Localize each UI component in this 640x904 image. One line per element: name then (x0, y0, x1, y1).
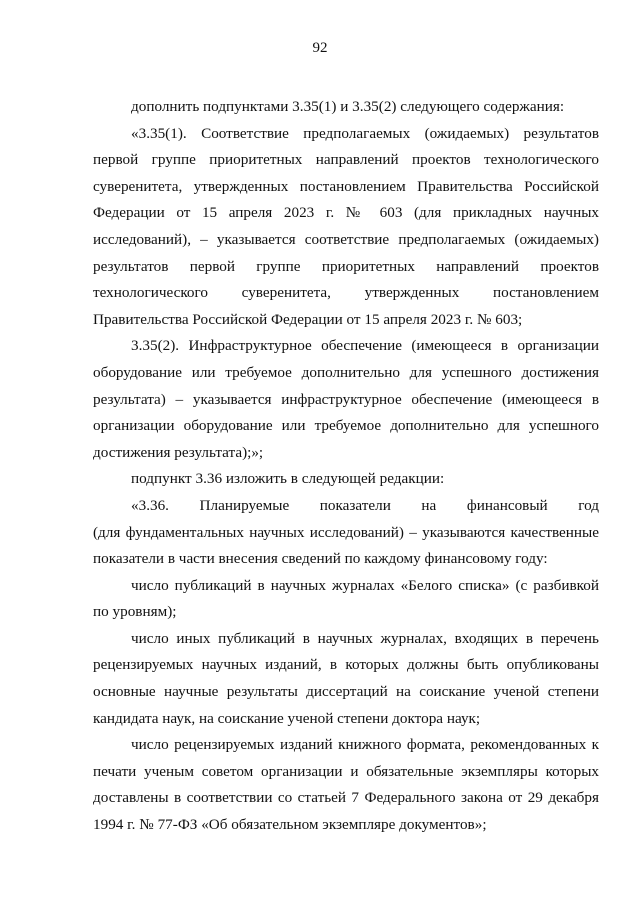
paragraph-3-36-continuation: (для фундаментальных научных исследований) – указываются качественные показатели в части внесения сведений по каждому финансовому году: (93, 523, 599, 568)
paragraph-white-list-publications: число публикаций в научных журналах «Белого списка» (с разбивкой по уровням); (93, 576, 599, 621)
paragraph-subitem-3-36-intro: подпункт 3.36 изложить в следующей редакции: (131, 470, 445, 488)
paragraph-3-35-1: «3.35(1). Соответствие предполагаемых (ожидаемых) результатов первой группе приоритетных направлений проектов технологического суверенитета, утвержденных постановлением Правительства Российской Федерации от 15 апреля 2023 г. № 603 (для прикладных научных исследований), – указывается соответствие предполагаемых (ожидаемых) результатов первой группе приоритетных направлений проектов технологического суверенитета, утвержденных постановлением Правительства Российской Федерации от 15 апреля 2023 г. № 603; (93, 124, 599, 328)
paragraph-3-36 (93, 493, 599, 573)
paragraph-3-35-2: 3.35(2). Инфраструктурное обеспечение (имеющееся в организации оборудование или требуемое дополнительно для успешного достижения результата) – указывается инфраструктурное обеспечение (имеющееся в организации оборудование или требуемое дополнительно для успешного достижения результата);»; (93, 337, 599, 461)
paragraph-3-36-first-line: «3.36. Планируемые показатели на финансовый год (131, 496, 599, 514)
paragraph-book-format-editions: число рецензируемых изданий книжного формата, рекомендованных к печати ученым советом организации и обязательные экземпляры которых доставлены в соответствии со статьей 7 Федерального закона от 29 декабря 1994 г. № 77-ФЗ «Об обязательном экземпляре документов»; (93, 736, 599, 834)
page-number: 92 (312, 40, 328, 56)
document-body (93, 94, 599, 839)
paragraph-amendment-intro: дополнить подпунктами 3.35(1) и 3.35(2) следующего содержания: (131, 98, 565, 115)
paragraph-other-publications: число иных публикаций в научных журналах, входящих в перечень рецензируемых научных изданий, в которых должны быть опубликованы основные научные результаты диссертаций на соискание ученой степени кандидата наук, на соискание ученой степени доктора наук; (93, 629, 599, 727)
